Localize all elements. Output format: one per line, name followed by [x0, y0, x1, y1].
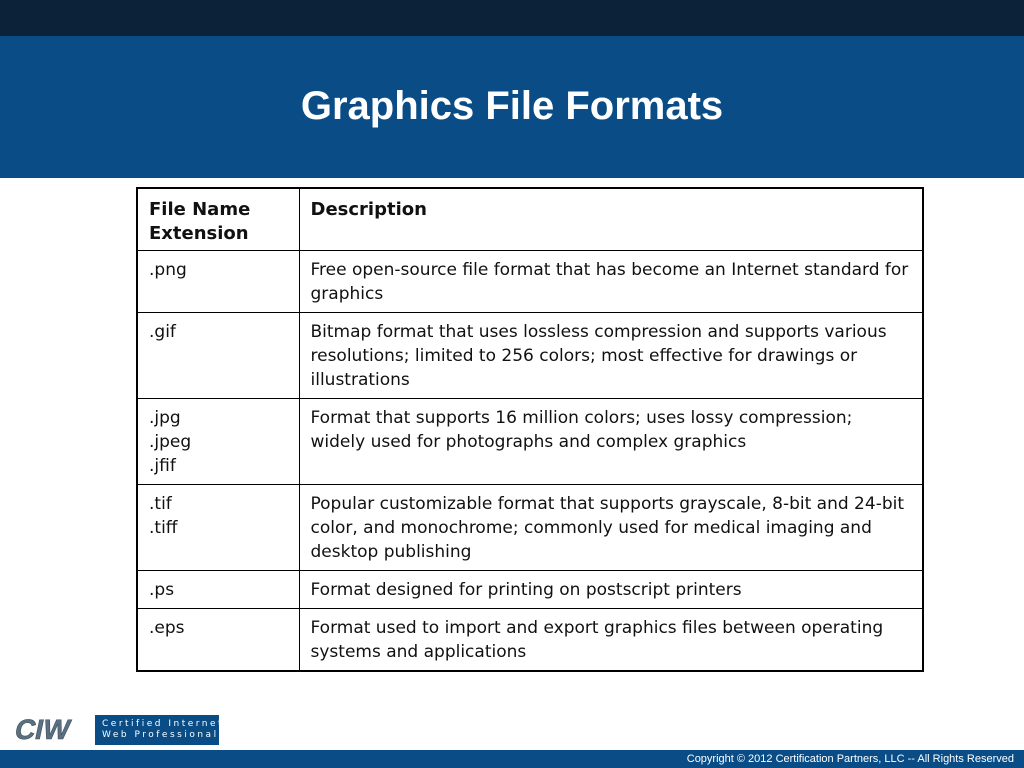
ciw-logo-mark	[10, 713, 92, 745]
description-cell: Free open-source file format that has become an Internet standard for graphics	[299, 251, 923, 313]
header-extension-line: File Name	[149, 199, 251, 220]
extension-value: .tiff	[149, 518, 178, 538]
table-row	[137, 485, 923, 571]
extension-cell	[137, 313, 299, 399]
extension-cell	[137, 251, 299, 313]
table-row	[137, 399, 923, 485]
extension-value: .png	[149, 260, 187, 280]
ciw-logo-tagline	[95, 715, 225, 745]
extension-value: .jpg	[149, 408, 181, 428]
extension-cell	[137, 399, 299, 485]
header-extension	[137, 188, 299, 251]
extension-value: .jpeg	[149, 432, 192, 452]
logo-tagline-line1: Certified Internet	[102, 719, 225, 729]
slide-title: Graphics File Formats	[300, 84, 724, 128]
logo-tagline-line2: Web Professional	[102, 730, 219, 740]
description-cell: Bitmap format that uses lossless compression and supports various resolutions; limited to 256 colors; most effective for drawings or illustrations	[299, 313, 923, 399]
description-cell: Popular customizable format that supports grayscale, 8-bit and 24-bit color, and monochrome; commonly used for medical imaging and desktop publishing	[299, 485, 923, 571]
file-formats-table	[136, 187, 924, 672]
table-row	[137, 571, 923, 609]
extension-value: .jfif	[149, 456, 176, 476]
extension-cell	[137, 609, 299, 672]
description-cell: Format that supports 16 million colors; uses lossy compression; widely used for photographs and complex graphics	[299, 399, 923, 485]
extension-value: .eps	[149, 618, 185, 638]
footer-bar	[0, 750, 1024, 768]
extension-cell	[137, 571, 299, 609]
description-cell: Format used to import and export graphics files between operating systems and applications	[299, 609, 923, 672]
ciw-logo-text: CIW	[12, 713, 74, 745]
copyright-text: Copyright © 2012 Certification Partners, LLC -- All Rights Reserved	[686, 753, 1014, 765]
extension-value: .gif	[149, 322, 176, 342]
description-cell: Format designed for printing on postscript printers	[299, 571, 923, 609]
table-row	[137, 609, 923, 672]
extension-value: .ps	[149, 580, 175, 600]
formats-table-container	[136, 187, 922, 672]
extension-cell	[137, 485, 299, 571]
header-extension-line: Extension	[149, 223, 249, 244]
extension-value: .tif	[149, 494, 172, 514]
table-header-row	[137, 188, 923, 251]
table-row	[137, 313, 923, 399]
table-row	[137, 251, 923, 313]
top-bar	[0, 0, 1024, 36]
header-description: Description	[299, 188, 923, 251]
